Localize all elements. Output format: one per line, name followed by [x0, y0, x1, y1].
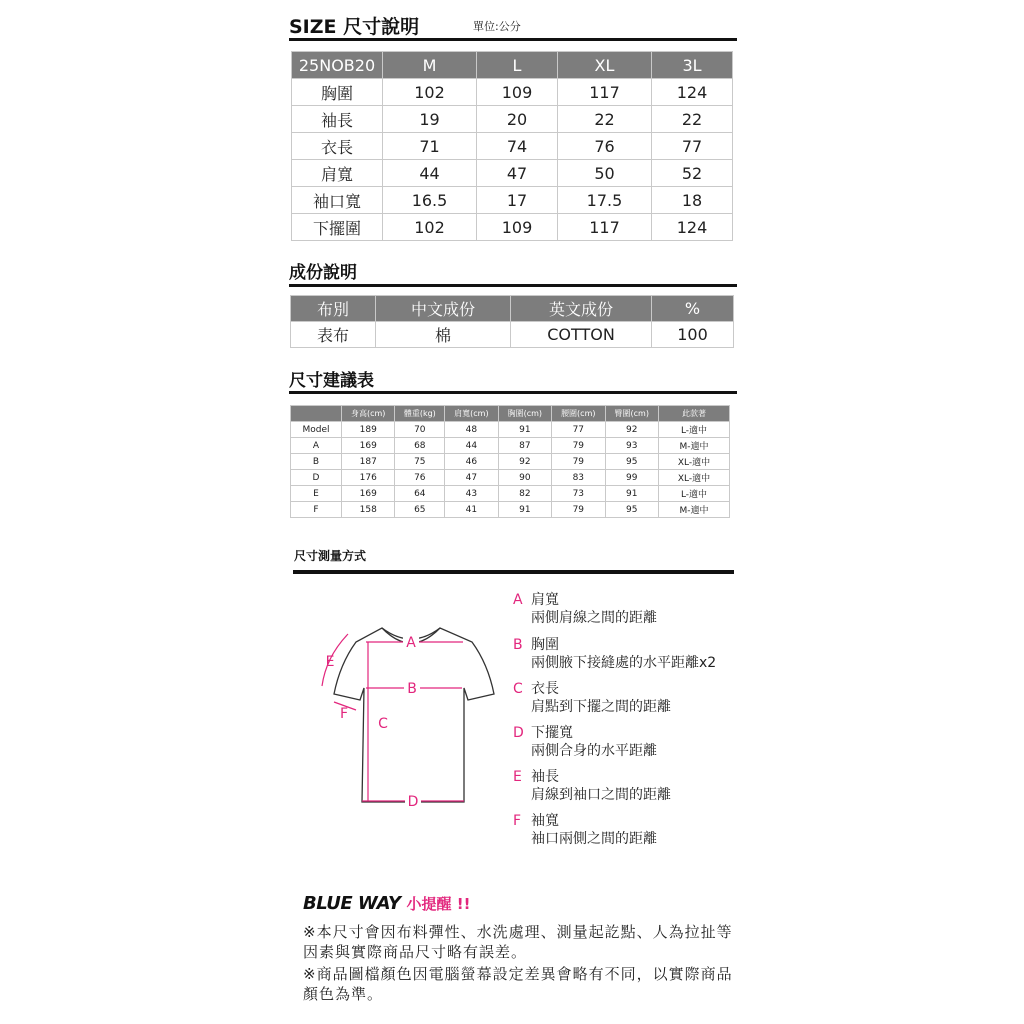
table-cell: 76: [557, 133, 651, 160]
table-cell: 79: [552, 454, 605, 470]
table-row: [291, 470, 730, 486]
reminder-note-size: ※本尺寸會因布料彈性、水洗處理、測量起訖點、人為拉扯等因素與實際商品尺寸略有誤差。: [303, 923, 733, 961]
table-cell: 90: [498, 470, 551, 486]
table-cell: 70: [395, 422, 445, 438]
legend-name: 肩寬: [531, 592, 559, 608]
legend-letter: A: [513, 592, 523, 608]
table-cell: 袖長: [292, 106, 383, 133]
recommend-table-header: [291, 406, 730, 422]
table-row: [292, 133, 733, 160]
table-cell: 102: [383, 214, 477, 241]
unit-label: 單位:公分: [473, 20, 521, 33]
table-cell: 82: [498, 486, 551, 502]
table-cell: 43: [445, 486, 498, 502]
table-cell: 117: [557, 214, 651, 241]
table-cell: 79: [552, 502, 605, 518]
table-cell: 95: [605, 502, 658, 518]
table-cell: L-適中: [659, 486, 730, 502]
table-cell: 22: [557, 106, 651, 133]
legend-desc: 兩側腋下接縫處的水平距離x2: [531, 655, 717, 671]
table-cell: 189: [342, 422, 395, 438]
table-row: [291, 422, 730, 438]
diagram-label-f: F: [339, 706, 349, 722]
table-cell: L-適中: [659, 422, 730, 438]
recommend-header-cell: [291, 406, 342, 422]
table-cell: 18: [652, 187, 733, 214]
composition-table-header: [291, 296, 734, 322]
legend-item-f: [513, 812, 657, 848]
table-cell: 77: [652, 133, 733, 160]
table-cell: 表布: [291, 322, 376, 348]
table-cell: 76: [395, 470, 445, 486]
table-cell: 92: [605, 422, 658, 438]
legend-letter: E: [513, 769, 522, 785]
diagram-label-e: E: [325, 654, 335, 670]
table-cell: 109: [477, 79, 558, 106]
composition-section-title: 成份說明: [289, 263, 357, 283]
legend-letter: C: [513, 681, 523, 697]
recommend-header-cell: 此款著: [659, 406, 730, 422]
measure-section-rule: [293, 570, 734, 574]
size-table-header: [292, 52, 733, 79]
diagram-label-b: B: [407, 681, 417, 697]
diagram-label-a: A: [406, 635, 416, 651]
table-cell: 71: [383, 133, 477, 160]
table-cell: 衣長: [292, 133, 383, 160]
table-row: [291, 322, 734, 348]
legend-letter: D: [513, 725, 524, 741]
table-row: [292, 160, 733, 187]
table-cell: 91: [498, 502, 551, 518]
legend-desc: 袖口兩側之間的距離: [531, 831, 657, 847]
table-cell: E: [291, 486, 342, 502]
table-cell: 77: [552, 422, 605, 438]
composition-header-cell: 中文成份: [376, 296, 511, 322]
legend-desc: 兩側合身的水平距離: [531, 743, 657, 759]
table-cell: 109: [477, 214, 558, 241]
table-cell: 17.5: [557, 187, 651, 214]
table-cell: D: [291, 470, 342, 486]
table-cell: 73: [552, 486, 605, 502]
table-cell: 91: [605, 486, 658, 502]
legend-name: 袖寬: [531, 813, 559, 829]
legend-item-d: [513, 724, 657, 760]
table-row: [292, 106, 733, 133]
table-cell: 64: [395, 486, 445, 502]
legend-letter: F: [513, 813, 522, 829]
table-cell: M-適中: [659, 502, 730, 518]
table-cell: 117: [557, 79, 651, 106]
table-cell: 75: [395, 454, 445, 470]
table-cell: XL-適中: [659, 470, 730, 486]
legend-desc: 肩線到袖口之間的距離: [531, 787, 671, 803]
reminder-header: [303, 893, 470, 914]
legend-desc: 肩點到下擺之間的距離: [531, 699, 671, 715]
table-cell: 124: [652, 214, 733, 241]
composition-header-cell: 英文成份: [511, 296, 652, 322]
size-table: [291, 51, 733, 241]
legend-item-e: [513, 768, 671, 804]
table-cell: 187: [342, 454, 395, 470]
brand-logo: BLUE WAY: [303, 893, 401, 914]
size-section-title: SIZE 尺寸說明: [289, 16, 420, 38]
legend-item-a: [513, 591, 657, 627]
legend-name: 下擺寬: [531, 725, 573, 741]
table-cell: 52: [652, 160, 733, 187]
table-cell: 41: [445, 502, 498, 518]
diagram-label-c: C: [378, 716, 388, 732]
legend-item-b: [513, 636, 716, 672]
legend-desc: 兩側肩線之間的距離: [531, 610, 657, 626]
table-cell: 87: [498, 438, 551, 454]
recommend-header-cell: 臀圍(cm): [605, 406, 658, 422]
legend-letter: B: [513, 637, 523, 653]
table-cell: 46: [445, 454, 498, 470]
table-cell: 47: [477, 160, 558, 187]
table-cell: 48: [445, 422, 498, 438]
table-cell: 92: [498, 454, 551, 470]
table-row: [291, 486, 730, 502]
table-cell: 83: [552, 470, 605, 486]
recommend-header-cell: 體重(kg): [395, 406, 445, 422]
measure-section-title: 尺寸測量方式: [294, 549, 367, 563]
table-cell: 169: [342, 486, 395, 502]
composition-section-rule: [289, 284, 737, 287]
table-cell: Model: [291, 422, 342, 438]
table-cell: M-適中: [659, 438, 730, 454]
table-cell: 44: [445, 438, 498, 454]
recommend-header-cell: 肩寬(cm): [445, 406, 498, 422]
table-cell: A: [291, 438, 342, 454]
composition-header-cell: %: [652, 296, 734, 322]
table-cell: XL-適中: [659, 454, 730, 470]
recommend-header-cell: 腰圍(cm): [552, 406, 605, 422]
legend-name: 袖長: [531, 769, 559, 785]
table-cell: 20: [477, 106, 558, 133]
table-cell: 50: [557, 160, 651, 187]
table-cell: 下擺圍: [292, 214, 383, 241]
legend-name: 衣長: [531, 681, 559, 697]
table-cell: 102: [383, 79, 477, 106]
table-cell: B: [291, 454, 342, 470]
recommend-header-cell: 身高(cm): [342, 406, 395, 422]
tshirt-outline: [334, 628, 494, 802]
legend-name: 胸圍: [531, 637, 559, 653]
table-cell: 棉: [376, 322, 511, 348]
reminder-note-color: ※商品圖檔顏色因電腦螢幕設定差異會略有不同，以實際商品顏色為準。: [303, 965, 733, 1003]
size-section-rule: [289, 38, 737, 41]
size-header-cell: 25NOB20: [292, 52, 383, 79]
composition-header-cell: 布別: [291, 296, 376, 322]
table-cell: 17: [477, 187, 558, 214]
table-cell: 袖口寬: [292, 187, 383, 214]
table-row: [291, 454, 730, 470]
table-row: [291, 502, 730, 518]
tshirt-measure-diagram: [300, 612, 500, 812]
table-cell: 74: [477, 133, 558, 160]
table-cell: 胸圍: [292, 79, 383, 106]
legend-item-c: [513, 680, 671, 716]
table-cell: 100: [652, 322, 734, 348]
table-row: [292, 79, 733, 106]
table-cell: 16.5: [383, 187, 477, 214]
table-cell: 19: [383, 106, 477, 133]
recommend-section-rule: [289, 391, 737, 394]
table-cell: 99: [605, 470, 658, 486]
reminder-title: 小提醒 !!: [406, 895, 471, 913]
table-cell: 91: [498, 422, 551, 438]
table-cell: 158: [342, 502, 395, 518]
recommend-section-title: 尺寸建議表: [289, 371, 374, 391]
table-cell: 95: [605, 454, 658, 470]
table-row: [292, 214, 733, 241]
table-cell: 68: [395, 438, 445, 454]
table-cell: 47: [445, 470, 498, 486]
diagram-label-d: D: [407, 794, 419, 810]
recommend-header-cell: 胸圍(cm): [498, 406, 551, 422]
table-cell: 176: [342, 470, 395, 486]
size-header-cell: M: [383, 52, 477, 79]
table-cell: F: [291, 502, 342, 518]
table-cell: COTTON: [511, 322, 652, 348]
table-cell: 肩寬: [292, 160, 383, 187]
size-header-cell: 3L: [652, 52, 733, 79]
table-row: [291, 438, 730, 454]
size-header-cell: XL: [557, 52, 651, 79]
table-cell: 65: [395, 502, 445, 518]
size-header-cell: L: [477, 52, 558, 79]
recommend-table: [290, 405, 730, 518]
table-cell: 93: [605, 438, 658, 454]
table-cell: 79: [552, 438, 605, 454]
table-row: [292, 187, 733, 214]
table-cell: 22: [652, 106, 733, 133]
table-cell: 44: [383, 160, 477, 187]
composition-table: [290, 295, 734, 348]
table-cell: 169: [342, 438, 395, 454]
table-cell: 124: [652, 79, 733, 106]
